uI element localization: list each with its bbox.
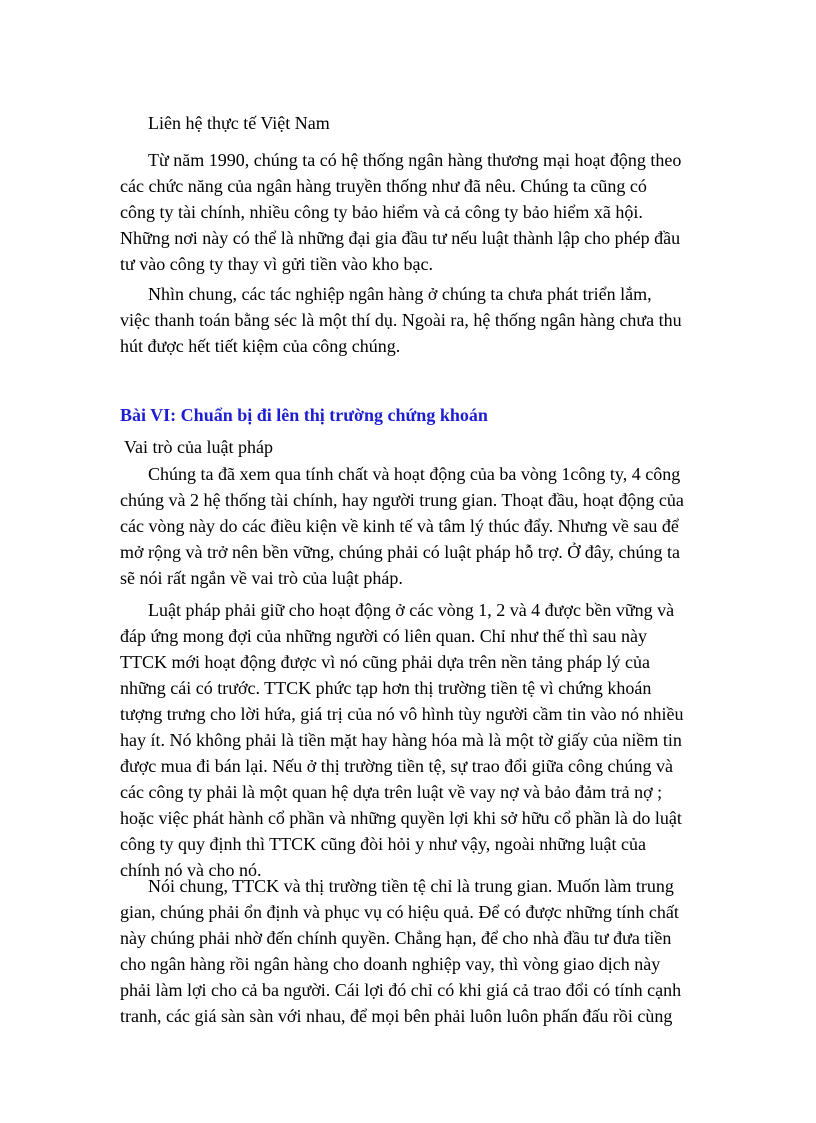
- paragraph-line: chính nó và cho nó.: [120, 860, 262, 880]
- paragraph-line: tư vào công ty thay vì gửi tiền vào kho bạc.: [120, 254, 433, 274]
- paragraph-line: Từ năm 1990, chúng ta có hệ thống ngân hàng thương mại hoạt động theo: [148, 150, 682, 170]
- paragraph-line: Những nơi này có thể là những đại gia đầu tư nếu luật thành lập cho phép đầu: [120, 228, 681, 248]
- paragraph-line: cho ngân hàng rồi ngân hàng cho doanh nghiệp vay, thì vòng giao dịch này: [120, 954, 661, 974]
- paragraph-line: phải làm lợi cho cả ba người. Cái lợi đó chỉ có khi giá cả trao đổi có tính cạnh: [120, 980, 682, 1000]
- paragraph-line: gian, chúng phải ổn định và phục vụ có hiệu quả. Để có được những tính chất: [120, 902, 679, 922]
- paragraph-line: Nói chung, TTCK và thị trường tiền tệ chỉ là trung gian. Muốn làm trung: [148, 876, 674, 896]
- paragraph-line: hoặc việc phát hành cổ phần và những quyền lợi khi sở hữu cổ phần là do luật: [120, 808, 682, 828]
- paragraph-line: sẽ nói rất ngắn về vai trò của luật pháp.: [120, 568, 403, 588]
- paragraph-line: các chức năng của ngân hàng truyền thống như đã nêu. Chúng ta cũng có: [120, 176, 647, 196]
- paragraph-line: TTCK mới hoạt động được vì nó cũng phải dựa trên nền tảng pháp lý của: [120, 652, 650, 672]
- paragraph-1: [120, 147, 700, 277]
- paragraph-line: công ty tài chính, nhiều công ty bảo hiểm và cả công ty bảo hiểm xã hội.: [120, 202, 643, 222]
- paragraph-line: các vòng này do các điều kiện về kinh tế và tâm lý thúc đẩy. Nhưng về sau để: [120, 516, 679, 536]
- paragraph-line: tượng trưng cho lời hứa, giá trị của nó vô hình tùy người cầm tin vào nó nhiều: [120, 704, 684, 724]
- paragraph-line: đáp ứng mong đợi của những người có liên quan. Chỉ như thế thì sau này: [120, 626, 647, 646]
- heading-vn-text: Liên hệ thực tế Việt Nam: [148, 113, 330, 133]
- paragraph-2: [120, 281, 700, 359]
- paragraph-line: công ty quy định thì TTCK cũng đòi hỏi y như vậy, ngoài những luật của: [120, 834, 646, 854]
- heading-vn: [120, 110, 700, 136]
- paragraph-line: tranh, các giá sàn sàn với nhau, để mọi bên phải luôn luôn phấn đấu rồi cùng: [120, 1006, 673, 1026]
- paragraph-3: [120, 461, 700, 591]
- paragraph-line: những cái có trước. TTCK phức tạp hơn thị trường tiền tệ vì chứng khoán: [120, 678, 652, 698]
- section-title: Bài VI: Chuẩn bị đi lên thị trường chứng khoán: [120, 405, 488, 425]
- paragraph-line: Nhìn chung, các tác nghiệp ngân hàng ở chúng ta chưa phát triển lắm,: [148, 284, 652, 304]
- paragraph-line: chúng và 2 hệ thống tài chính, hay người trung gian. Thoạt đầu, hoạt động của: [120, 490, 684, 510]
- paragraph-line: được mua đi bán lại. Nếu ở thị trường tiền tệ, sự trao đổi giữa công chúng và: [120, 756, 673, 776]
- paragraph-5: [120, 873, 700, 1029]
- paragraph-4: [120, 597, 700, 883]
- paragraph-line: hút được hết tiết kiệm của công chúng.: [120, 336, 401, 356]
- subheading: Vai trò của luật pháp: [124, 437, 273, 457]
- paragraph-line: các công ty phải là một quan hệ dựa trên luật về vay nợ và bảo đảm trả nợ ;: [120, 782, 663, 802]
- paragraph-line: hay ít. Nó không phải là tiền mặt hay hàng hóa mà là một tờ giấy của niềm tin: [120, 730, 682, 750]
- paragraph-line: này chúng phải nhờ đến chính quyền. Chẳng hạn, để cho nhà đầu tư đưa tiền: [120, 928, 672, 948]
- paragraph-line: việc thanh toán bằng séc là một thí dụ. Ngoài ra, hệ thống ngân hàng chưa thu: [120, 310, 682, 330]
- paragraph-line: Luật pháp phải giữ cho hoạt động ở các vòng 1, 2 và 4 được bền vững và: [148, 600, 675, 620]
- paragraph-line: mở rộng và trở nên bền vững, chúng phải có luật pháp hỗ trợ. Ở đây, chúng ta: [120, 542, 681, 562]
- paragraph-line: Chúng ta đã xem qua tính chất và hoạt động của ba vòng 1công ty, 4 công: [148, 464, 681, 484]
